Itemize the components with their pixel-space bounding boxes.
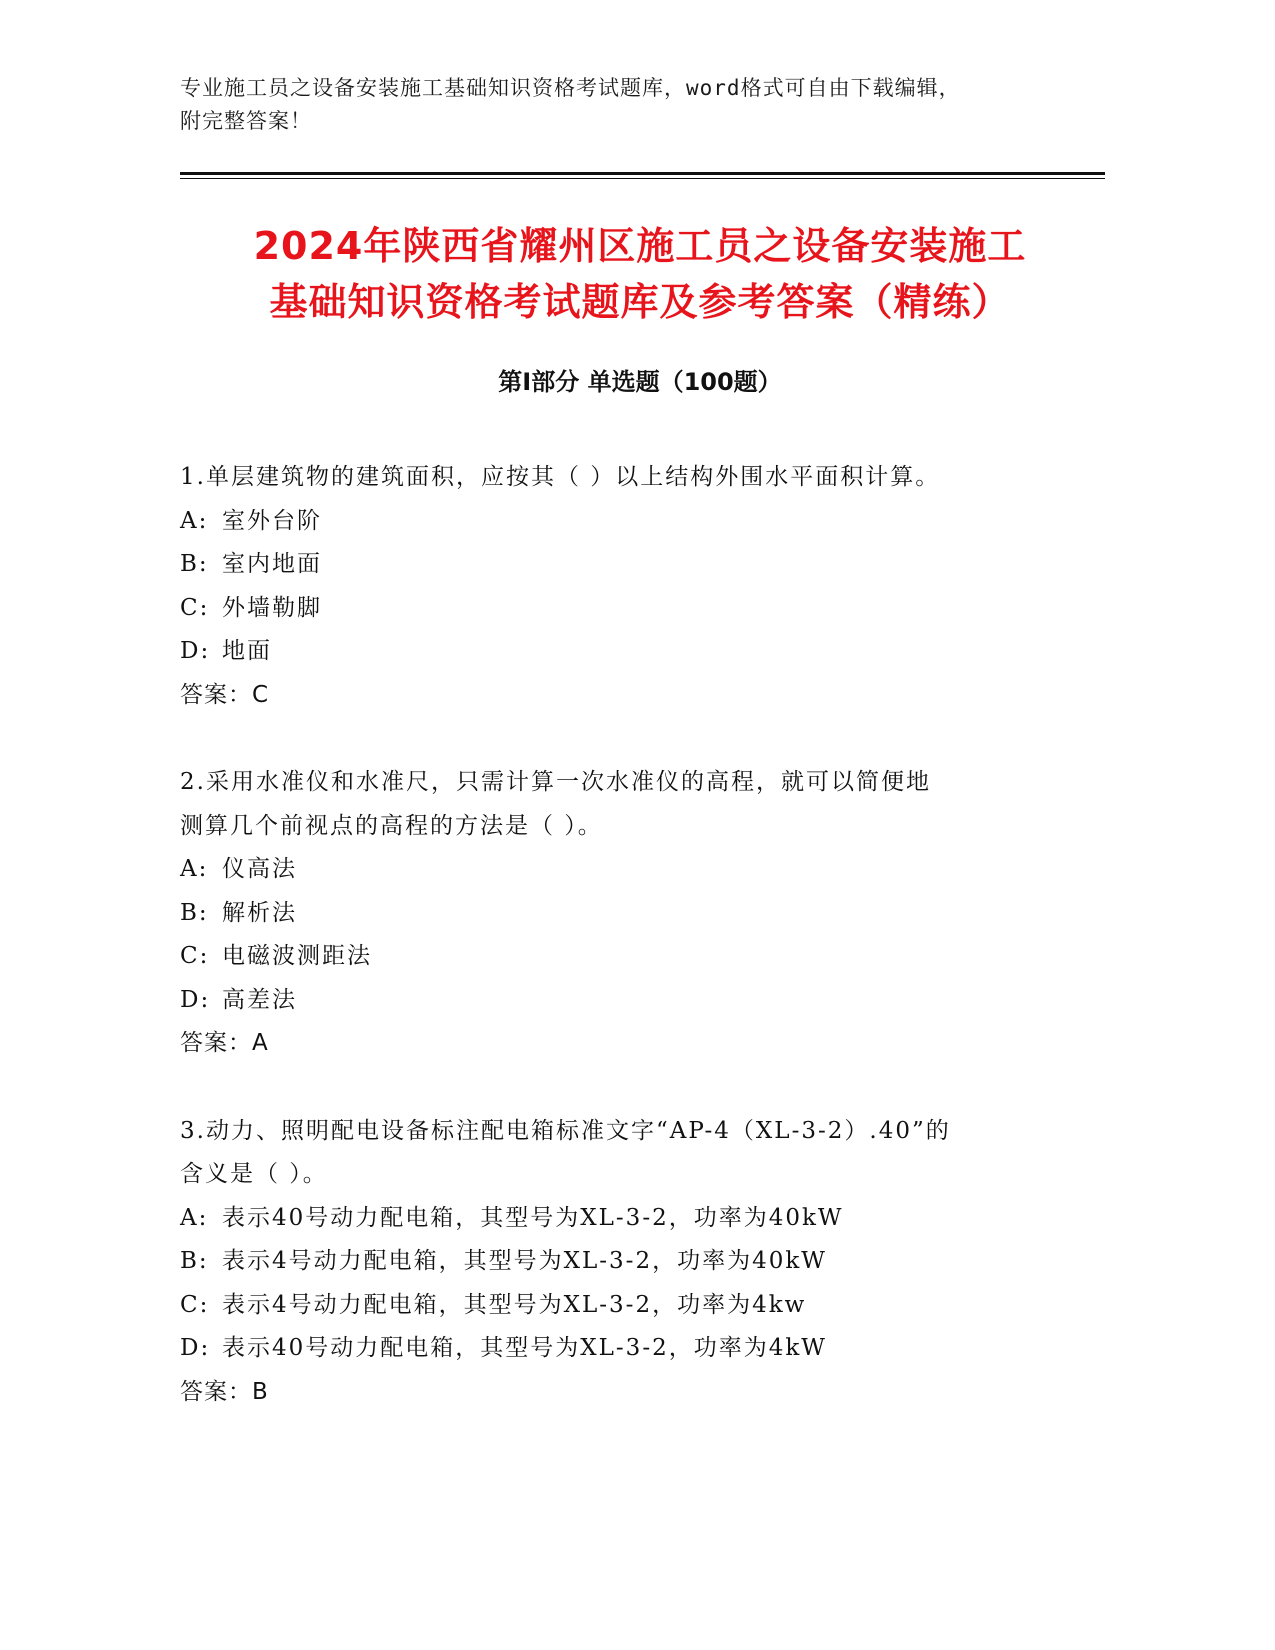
answer: 答案：C [180, 681, 270, 708]
option-text: 表示40号动力配电箱，其型号为XL-3-2，功率为40kW [222, 1204, 844, 1231]
option-text: 仪高法 [222, 856, 297, 882]
option-d [180, 1327, 1080, 1371]
option-label: C: [180, 943, 210, 969]
option-text: 地面 [222, 638, 272, 664]
header-note-line: 附完整答案！ [180, 109, 312, 133]
header-divider-thin [180, 178, 1105, 179]
option-label: B: [180, 899, 209, 926]
option-a [180, 1197, 1080, 1241]
question [180, 761, 1080, 1066]
option-text: 室内地面 [222, 551, 322, 577]
answer: 答案：B [180, 1378, 269, 1405]
option-c [180, 587, 1080, 631]
option-text: 高差法 [222, 986, 297, 1013]
option-b [180, 1240, 1080, 1284]
header-divider-thick [180, 172, 1105, 175]
document-title-line: 基础知识资格考试题库及参考答案（精练） [269, 280, 1011, 324]
option-b [180, 543, 1080, 587]
option-text: 表示40号动力配电箱，其型号为XL-3-2，功率为4kW [222, 1335, 827, 1361]
question-list [180, 456, 1080, 1458]
question-stem: 2.采用水准仪和水准尺，只需计算一次水准仪的高程，就可以简便地 [180, 769, 931, 795]
question [180, 1110, 1080, 1415]
option-label: A: [180, 856, 209, 882]
option-d [180, 630, 1080, 674]
option-text: 电磁波测距法 [222, 943, 372, 969]
option-text: 室外台阶 [222, 507, 322, 534]
option-label: B: [180, 1248, 209, 1274]
answer: 答案：A [180, 1030, 269, 1056]
question [180, 456, 1080, 717]
option-d [180, 979, 1080, 1023]
option-label: A: [180, 1204, 209, 1231]
question-stem: 含义是（ ）。 [180, 1161, 328, 1187]
question-stem: 3.动力、照明配电设备标注配电箱标准文字“AP-4（XL-3-2）.40”的 [180, 1117, 951, 1144]
option-text: 表示4号动力配电箱，其型号为XL-3-2，功率为4kw [222, 1291, 807, 1318]
option-label: C: [180, 594, 210, 621]
option-label: D: [180, 638, 211, 664]
document-title-line: 2024年陕西省耀州区施工员之设备安装施工 [253, 224, 1027, 268]
option-text: 表示4号动力配电箱，其型号为XL-3-2，功率为40kW [222, 1248, 827, 1274]
option-text: 外墙勒脚 [222, 594, 322, 621]
option-c [180, 1284, 1080, 1328]
option-text: 解析法 [222, 899, 297, 926]
option-label: D: [180, 1335, 211, 1361]
option-label: B: [180, 551, 209, 577]
header-note [180, 72, 1100, 138]
question-stem: 1.单层建筑物的建筑面积，应按其（ ）以上结构外围水平面积计算。 [180, 464, 941, 490]
option-a [180, 500, 1080, 544]
option-a [180, 848, 1080, 892]
header-note-line: 专业施工员之设备安装施工基础知识资格考试题库，word格式可自由下载编辑， [180, 76, 961, 100]
option-label: C: [180, 1291, 210, 1318]
option-label: A: [180, 507, 209, 534]
section-title: 第Ⅰ部分 单选题（100题） [498, 368, 782, 396]
option-c [180, 935, 1080, 979]
document-title [180, 218, 1100, 330]
question-stem: 测算几个前视点的高程的方法是（ ）。 [180, 812, 603, 839]
option-label: D: [180, 986, 211, 1013]
option-b [180, 892, 1080, 936]
